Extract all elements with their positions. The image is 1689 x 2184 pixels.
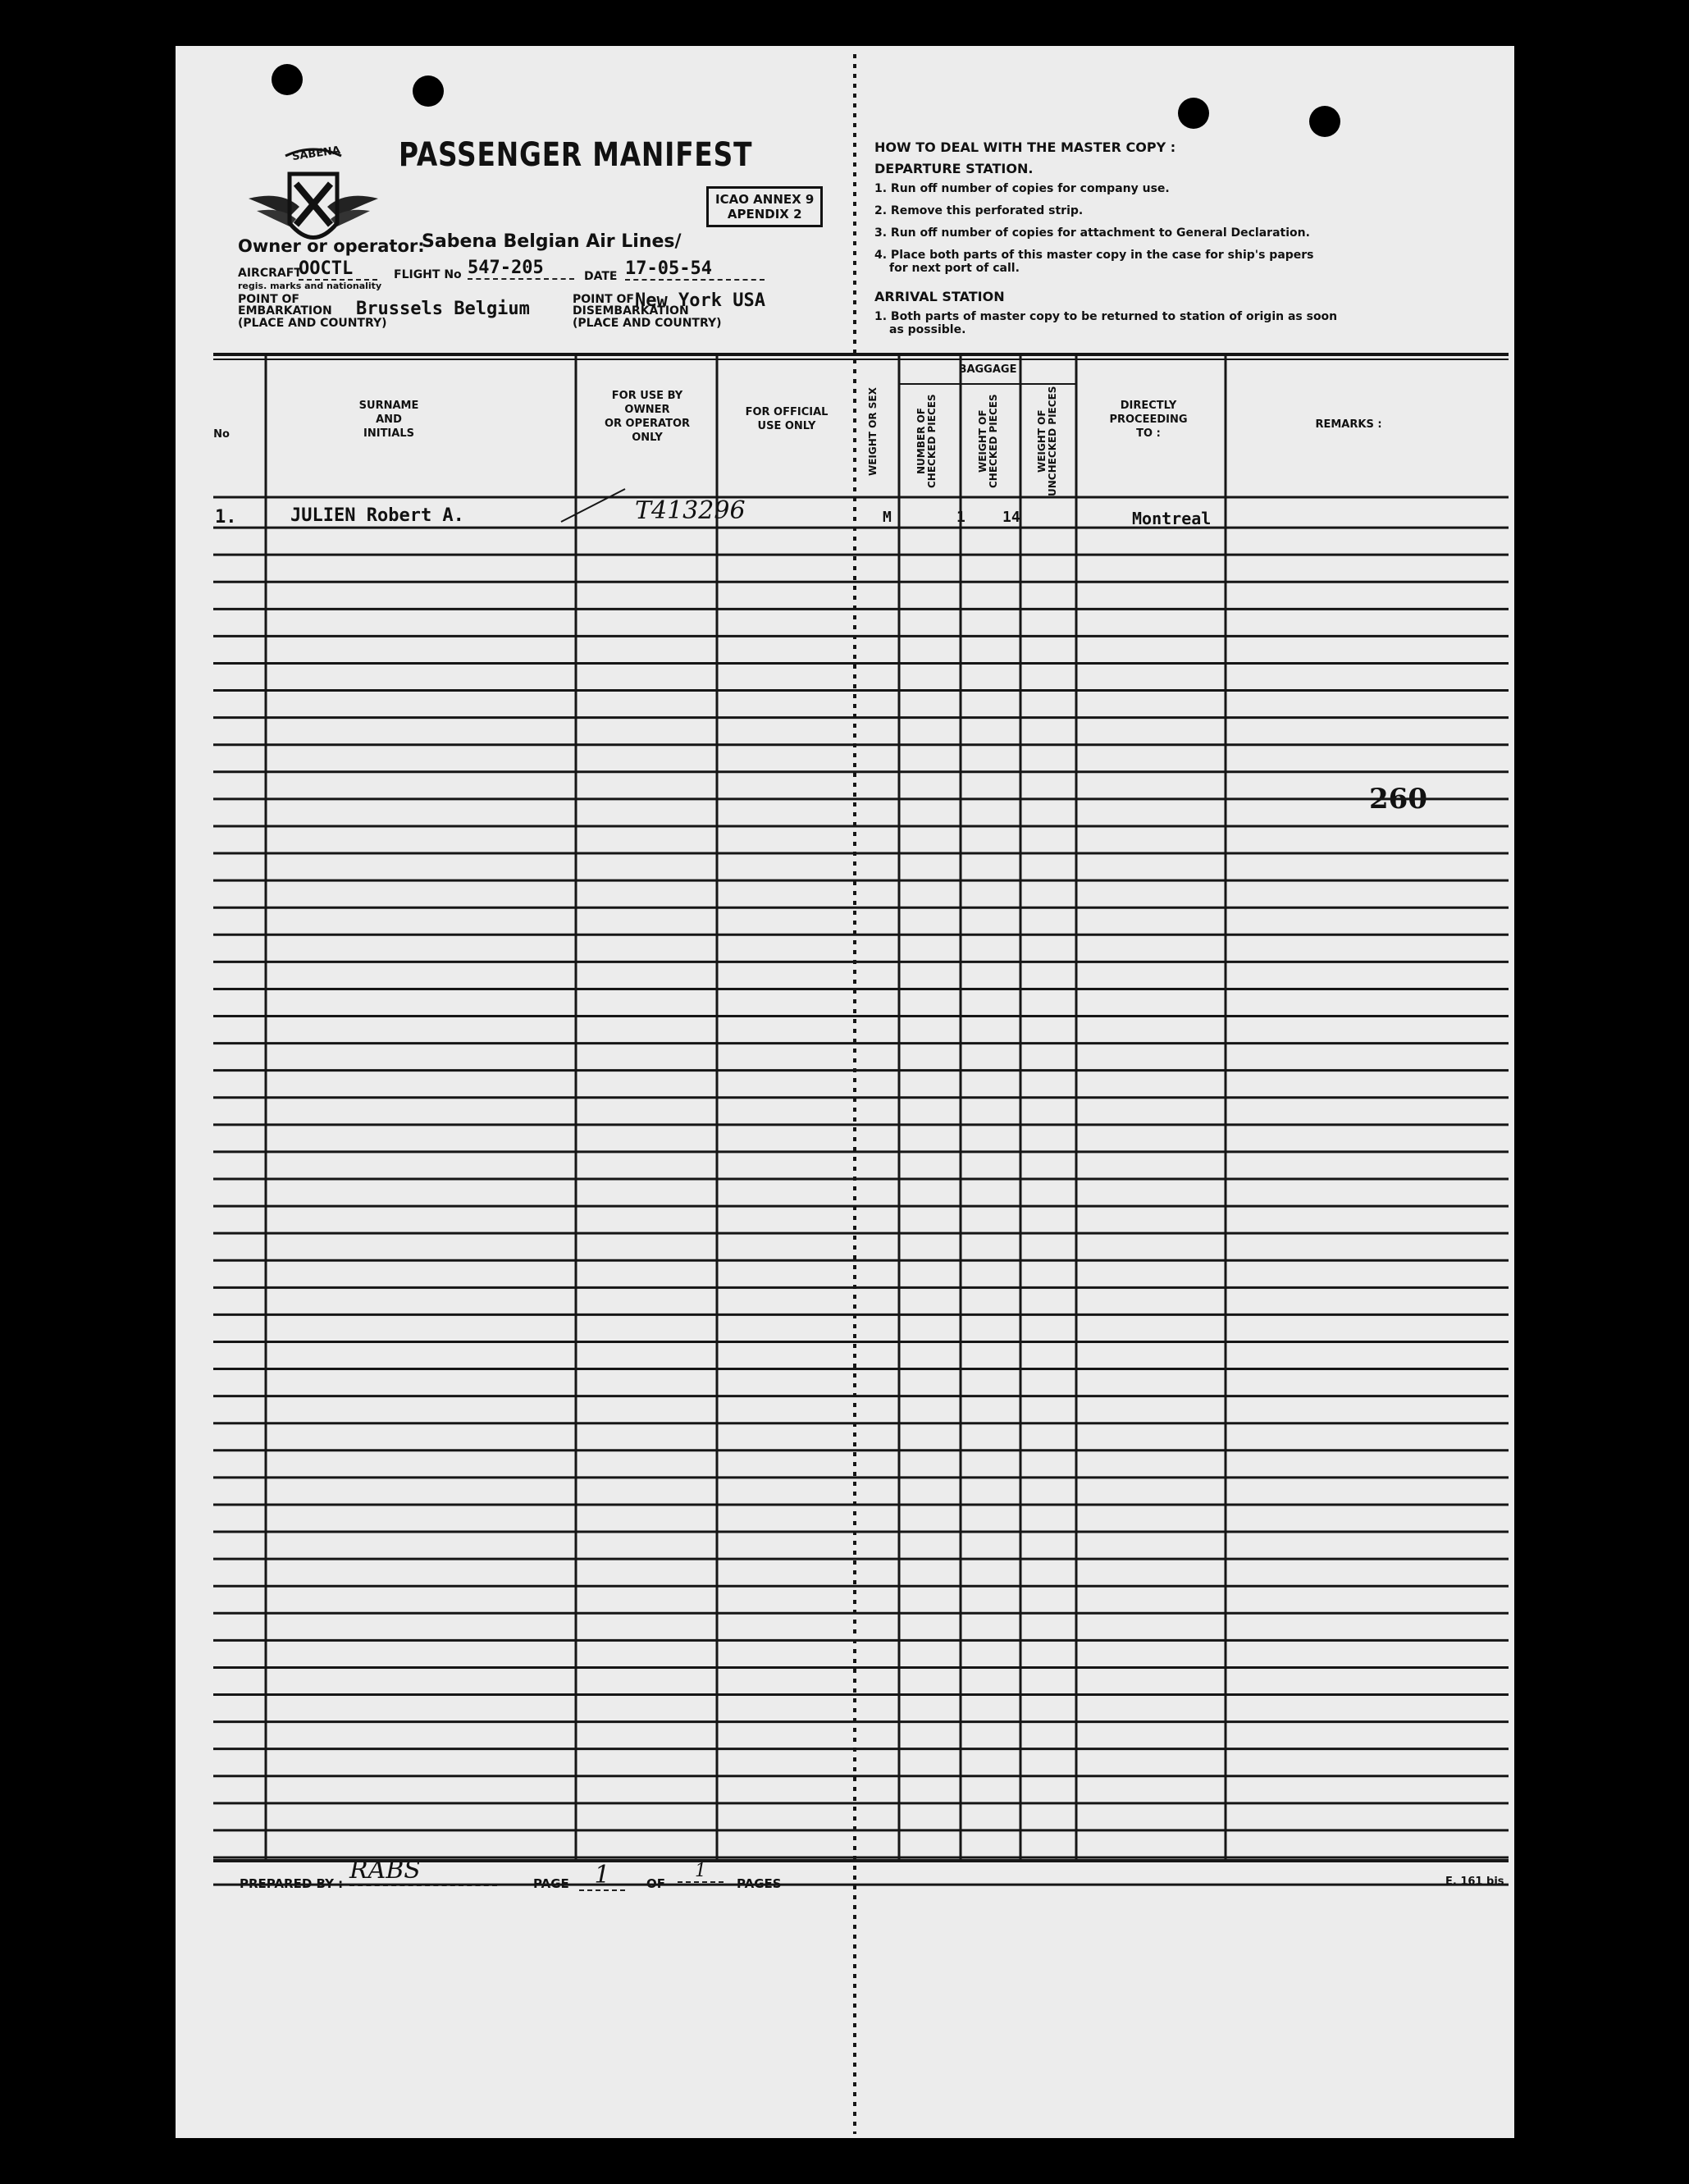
owner-use-line: OWNER [624,404,670,416]
date-label: DATE [584,270,618,283]
surname-line: SURNAME [358,400,419,412]
col-header-directly [1076,399,1221,441]
disembark-label-2: DISEMBARKATION [573,304,689,318]
embark-label-2: EMBARKATION [238,304,332,318]
punch-hole [272,64,303,95]
embark-value: Brussels Belgium [356,299,530,319]
form-title: PASSENGER MANIFEST [399,136,753,174]
col-header-owner-use [577,389,717,445]
col-header-weight-sex: WEIGHT OR SEX [867,387,879,476]
owner-label: Owner or operator: [238,236,425,256]
prepared-by-value: RABS [349,1856,497,1886]
col-header-weight-unchecked: WEIGHT OF UNCHECKED PIECES [1036,386,1058,497]
logo-text: SABENA [291,144,341,164]
row-sex: M [883,509,892,526]
official-line: FOR OFFICIAL [745,406,829,418]
punch-hole [413,75,444,107]
form-code: E. 161 bis [1445,1876,1504,1888]
owner-use-line: ONLY [632,432,663,444]
row-checked-weight: 14 [1002,509,1020,526]
handwritten-slash [561,489,625,522]
row-destination: Montreal [1132,509,1212,528]
prepared-by-label: PREPARED BY : [240,1876,344,1891]
flight-label: FLIGHT No [394,268,462,281]
owner-use-line: OR OPERATOR [604,418,691,430]
stamp-number: 260 [1369,783,1427,816]
manifest-table-grid [176,46,1514,2138]
page-label: PAGE [533,1876,569,1891]
embark-label-1: POINT OF [238,293,299,306]
surname-line: AND [376,413,402,426]
departure-heading: DEPARTURE STATION. [874,161,1034,176]
of-value: 1 [678,1861,724,1883]
owner-value: Sabena Belgian Air Lines/ [422,231,682,252]
disembark-sub-label: (PLACE AND COUNTRY) [573,317,722,330]
flight-value: 547-205 [468,258,574,280]
departure-item: for next port of call. [889,262,1020,275]
col-header-baggage: BAGGAGE [958,363,1017,376]
departure-item: 2. Remove this perforated strip. [874,204,1084,217]
col-header-official [717,405,856,433]
manifest-sheet [176,46,1514,2138]
icao-line-2: APENDIX 2 [727,207,802,222]
col-header-remarks: REMARKS : [1315,418,1382,431]
arrival-item: 1. Both parts of master copy to be returned to station of origin as soon [874,310,1338,323]
date-value: 17-05-54 [625,258,765,281]
pages-label: PAGES [737,1876,782,1891]
departure-item: 1. Run off number of copies for company use. [874,182,1170,195]
official-line: USE ONLY [757,420,816,432]
row-name: JULIEN Robert A. [290,505,464,526]
departure-item: 4. Place both parts of this master copy in the case for ship's papers [874,249,1314,262]
disembark-label-1: POINT OF [573,293,634,306]
directly-line: TO : [1136,427,1161,440]
row-owner-use: T413296 [635,496,746,525]
col-header-no: No [213,428,230,441]
directly-line: DIRECTLY [1120,400,1177,412]
row-checked-pieces: 1 [956,509,965,526]
embark-sub-label: (PLACE AND COUNTRY) [238,317,387,330]
icao-annex-box [706,186,823,227]
surname-line: INITIALS [363,427,414,440]
owner-use-line: FOR USE BY [611,390,683,402]
disembark-value: New York USA [635,290,765,311]
of-label: OF [646,1876,665,1891]
punch-hole [1178,98,1209,129]
arrival-list [874,310,1337,336]
arrival-heading: ARRIVAL STATION [874,289,1005,304]
aircraft-value: OOCTL [299,258,377,281]
directly-line: PROCEEDING [1109,413,1188,426]
col-header-weight-checked: WEIGHT OF CHECKED PIECES [977,394,999,489]
col-header-surname [266,399,512,441]
punch-hole [1309,106,1340,137]
page-value: 1 [579,1861,625,1891]
aircraft-sub-label: regis. marks and nationality [238,281,382,291]
row-no: 1. [215,507,237,528]
aircraft-label: AIRCRAFT [238,267,302,280]
arrival-item: as possible. [889,323,966,336]
col-header-num-checked: NUMBER OF CHECKED PIECES [915,394,938,489]
instructions-heading: HOW TO DEAL WITH THE MASTER COPY : [874,139,1176,155]
departure-item: 3. Run off number of copies for attachment to General Declaration. [874,226,1310,240]
departure-list [874,182,1314,275]
icao-line-1: ICAO ANNEX 9 [715,192,815,207]
